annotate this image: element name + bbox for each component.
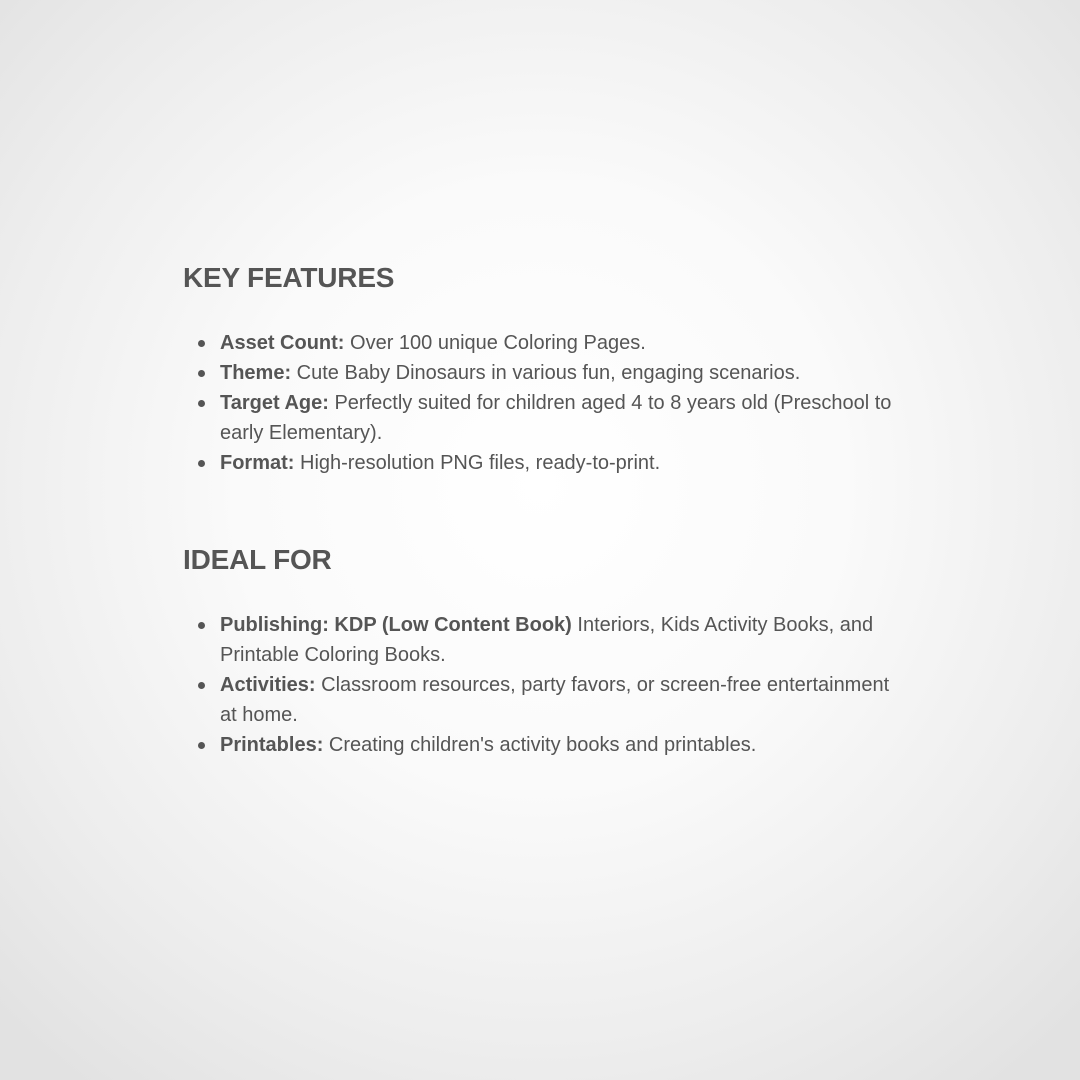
feature-label: Format: bbox=[220, 452, 295, 474]
list-item bbox=[183, 448, 903, 478]
feature-text: Cute Baby Dinosaurs in various fun, engaging scenarios. bbox=[291, 362, 801, 384]
list-item bbox=[183, 730, 903, 760]
feature-label: Activities: bbox=[220, 674, 316, 696]
ideal-for-section bbox=[183, 540, 903, 760]
product-description bbox=[183, 258, 903, 760]
key-features-list bbox=[183, 328, 903, 478]
feature-text: High-resolution PNG files, ready-to-print. bbox=[294, 452, 661, 474]
bullet-icon bbox=[198, 340, 205, 347]
bullet-icon bbox=[198, 622, 205, 629]
ideal-for-heading: IDEAL FOR bbox=[183, 544, 332, 575]
feature-text: Over 100 unique Coloring Pages. bbox=[344, 332, 646, 354]
list-item bbox=[183, 328, 903, 358]
bullet-icon bbox=[198, 460, 205, 467]
feature-label: Asset Count: bbox=[220, 332, 345, 354]
feature-label: Target Age: bbox=[220, 392, 329, 414]
list-item bbox=[183, 670, 903, 730]
key-features-section bbox=[183, 258, 903, 478]
list-item bbox=[183, 358, 903, 388]
feature-text: Classroom resources, party favors, or screen-free entertainment at home. bbox=[220, 674, 890, 726]
ideal-for-list bbox=[183, 610, 903, 760]
list-item bbox=[183, 610, 903, 670]
bullet-icon bbox=[198, 682, 205, 689]
feature-text: Perfectly suited for children aged 4 to 8 years old (Preschool to early Elementary). bbox=[220, 392, 892, 444]
bullet-icon bbox=[198, 370, 205, 377]
bullet-icon bbox=[198, 742, 205, 749]
feature-text: Creating children's activity books and printables. bbox=[323, 734, 757, 756]
feature-text: Interiors, Kids Activity Books, and Printable Coloring Books. bbox=[220, 614, 874, 666]
feature-label: Theme: bbox=[220, 362, 292, 384]
feature-label: Publishing: KDP (Low Content Book) bbox=[220, 614, 572, 636]
bullet-icon bbox=[198, 400, 205, 407]
feature-label: Printables: bbox=[220, 734, 324, 756]
list-item bbox=[183, 388, 903, 448]
key-features-heading: KEY FEATURES bbox=[183, 262, 395, 293]
